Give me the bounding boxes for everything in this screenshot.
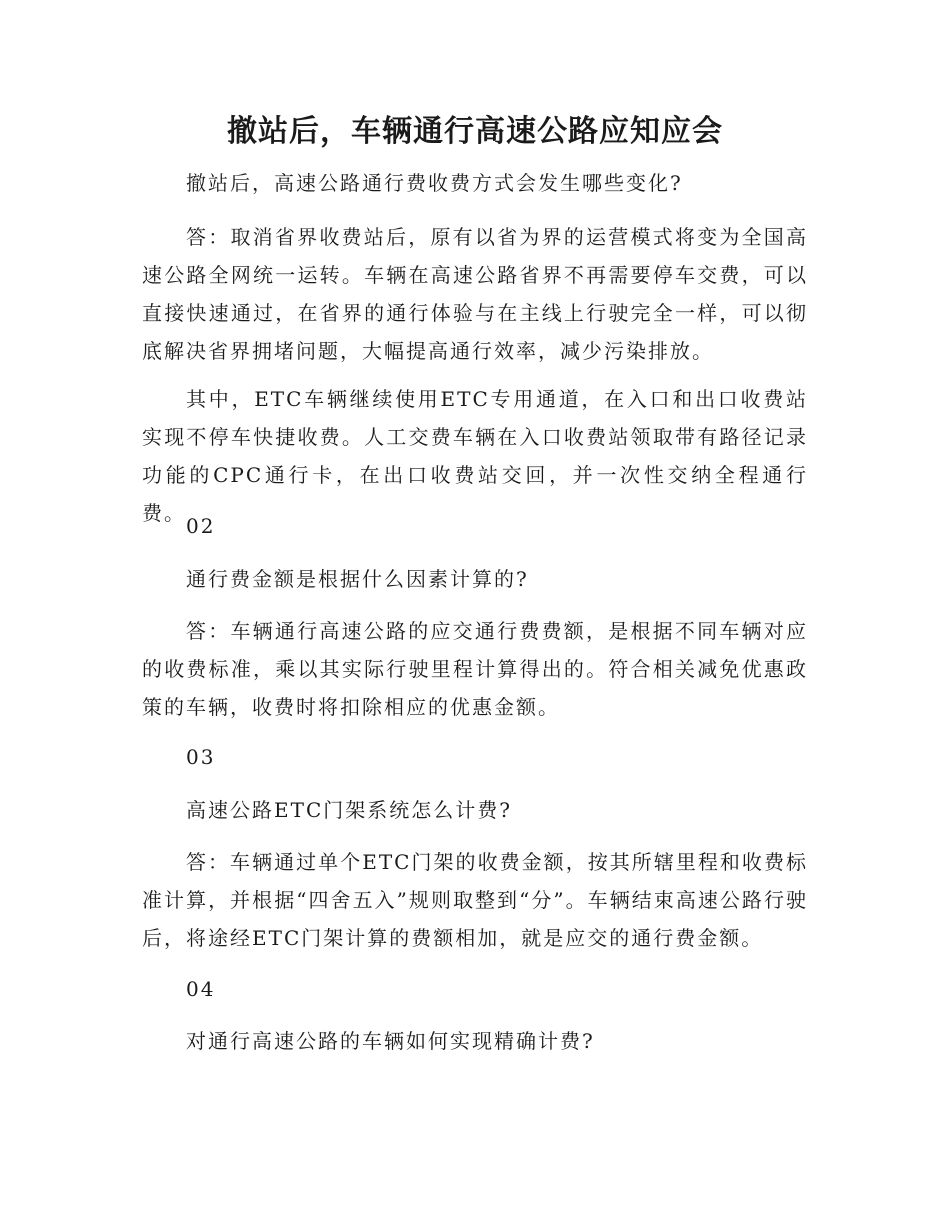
- question-4: 对通行高速公路的车辆如何实现精确计费?: [186, 1029, 595, 1053]
- answer-1: 答：取消省界收费站后，原有以省为界的运营模式将变为全国高速公路全网统一运转。车辆在高速公路省界不再需要停车交费，可以直接快速通过，在省界的通行体验与在主线上行驶完全一样，可以彻底解决省界拥堵问题，大幅提高通行效率，减少污染排放。: [142, 225, 808, 363]
- question-3: 高速公路ETC门架系统怎么计费?: [186, 798, 512, 822]
- document-title: 撤站后，车辆通行高速公路应知应会: [227, 114, 723, 149]
- question-1: 撤站后，高速公路通行费收费方式会发生哪些变化?: [186, 171, 683, 195]
- section-number-03: 03: [186, 745, 216, 769]
- answer-3: 答：车辆通过单个ETC门架的收费金额，按其所辖里程和收费标准计算，并根据“四舍五入”规则取整到“分”。车辆结束高速公路行驶后，将途经ETC门架计算的费额相加，就是应交的通行费金额。: [142, 850, 808, 950]
- question-2: 通行费金额是根据什么因素计算的?: [186, 567, 529, 591]
- section-number-04: 04: [186, 977, 216, 1001]
- answer-2: 答：车辆通行高速公路的应交通行费费额，是根据不同车辆对应的收费标准，乘以其实际行驶里程计算得出的。符合相关减免优惠政策的车辆，收费时将扣除相应的优惠金额。: [142, 619, 808, 719]
- section-number-02: 02: [186, 514, 216, 538]
- answer-1-detail: 其中，ETC车辆继续使用ETC专用通道，在入口和出口收费站实现不停车快捷收费。人工交费车辆在入口收费站领取带有路径记录功能的CPC通行卡，在出口收费站交回，并一次性交纳全程通行费。: [142, 387, 808, 525]
